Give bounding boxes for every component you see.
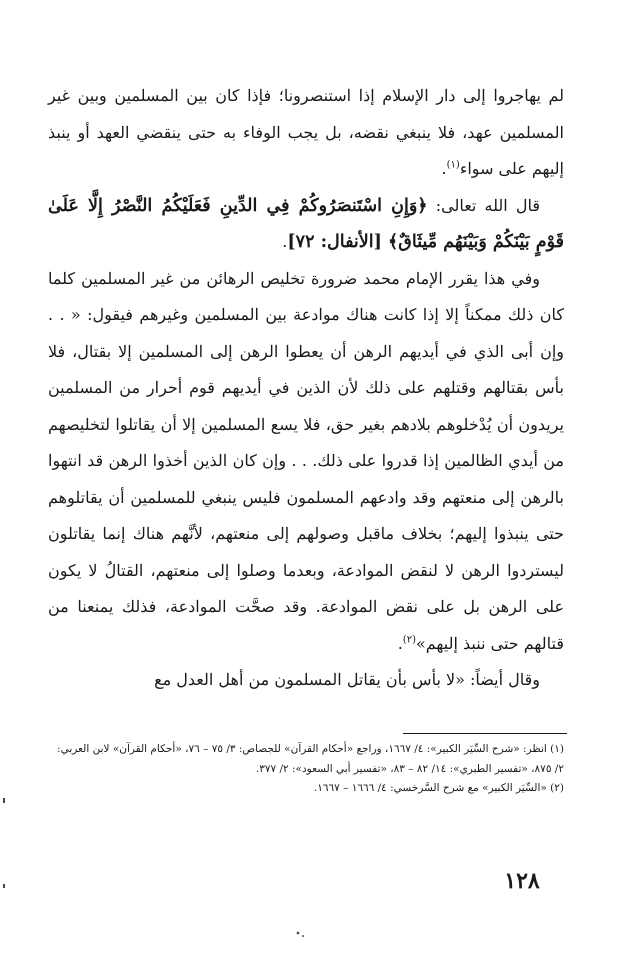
scan-speck [302, 935, 304, 937]
paragraph-1-tail: . [441, 159, 447, 178]
scan-speck [3, 884, 5, 888]
scan-speck [297, 932, 300, 935]
paragraph-4-text: وقال أيضاً: «لا بأس بأن يقاتل المسلمون من أهل العدل مع [154, 670, 540, 689]
scan-speck [3, 798, 5, 803]
footnote-2: (٢) «السِّيَر الكبير» مع شرح السَّرخسي: ٤/ ١٦٦٦ – ١٦٦٧. [313, 782, 564, 794]
paragraph-1-text: لم يهاجروا إلى دار الإسلام إذا استنصرونا؛ فإذا كان بين المسلمين وبين غير المسلمين عهد، فلا ينبغي نقضه، بل يجب الوفاء به حتى ينقضي العهد أو ينبذ إليهم على سواء [48, 86, 564, 178]
footnote-ref-1[interactable]: (١) [446, 159, 460, 171]
paragraph-2-tail: . [282, 232, 288, 251]
surah-citation: [الأنفال: ٧٢] [287, 232, 389, 252]
footnote-ref-2[interactable]: (٢) [402, 634, 416, 646]
footnote-1: (١) انظر: «شرح السِّيَر الكبير»: ٤/ ١٦٦٧، وراجع «أحكام القرآن» للجصاص: ٣/ ٧٥ – ٧٦، «أحكام القرآن» لابن العربي: ٢/ ٨٧٥، «تفسير الطبري»: ١٤/ ٨٢ – ٨٣، «تفسير أبي السعود»: ٢/ ٣٧٧. [57, 743, 564, 775]
quran-verse: ﴿وَإِنِ اسْتَنصَرُوكُمْ فِي الدِّينِ فَعَلَيْكُمُ النَّصْرُ إِلَّا عَلَىٰ قَوْمٍ بَيْنَكُمْ وَبَيْنَهُم مِّيثَاقٌ﴾ [48, 195, 564, 252]
paragraph-2-lead: قال الله تعالى: [427, 195, 541, 215]
page-number: ١٢٨ [504, 868, 540, 894]
paragraph-3-tail: . [397, 633, 403, 653]
paragraph-3-text: وفي هذا يقرر الإمام محمد ضرورة تخليص الرهائن من غير المسلمين كلما كان ذلك ممكناً إلا إذا كانت هناك موادعة بين المسلمين وغيرهم فيقول: « . . وإن أبى الذي في أيديهم الرهن أن يعطوا الرهن إلى المسلمين إلا بقتال، فلا بأس بقتالهم وقتلهم على ذلك لأن الذين في أيديهم قوم أحرار من المسلمين يريدون أن يُدْخلوهم بلادهم بغير حق، فلا يسع المسلمين إلا أن يقاتلوا لتخليصهم من أيدي الظالمين إذا قدروا على ذلك. . . وإن كان الذين أخذوا الرهن قد انتهوا بالرهن إلى منعتهم وقد وادعهم المسلمون فليس ينبغي للمسلمين أن يقاتلوهم حتى ينبذوا إليهم؛ بخلاف ماقبل وصولهم إلى منعتهم، لأنَّهم هناك إنما يقاتلون ليستردوا الرهن لا لنقض الموادعة، وبعدما وصلوا إلى منعتهم، القتالُ لا يكون على الرهن بل على نقض الموادعة. وقد صحَّت الموادعة، فذلك يمنعنا من قتالهم حتى ننبذ إليهم» [48, 268, 564, 653]
